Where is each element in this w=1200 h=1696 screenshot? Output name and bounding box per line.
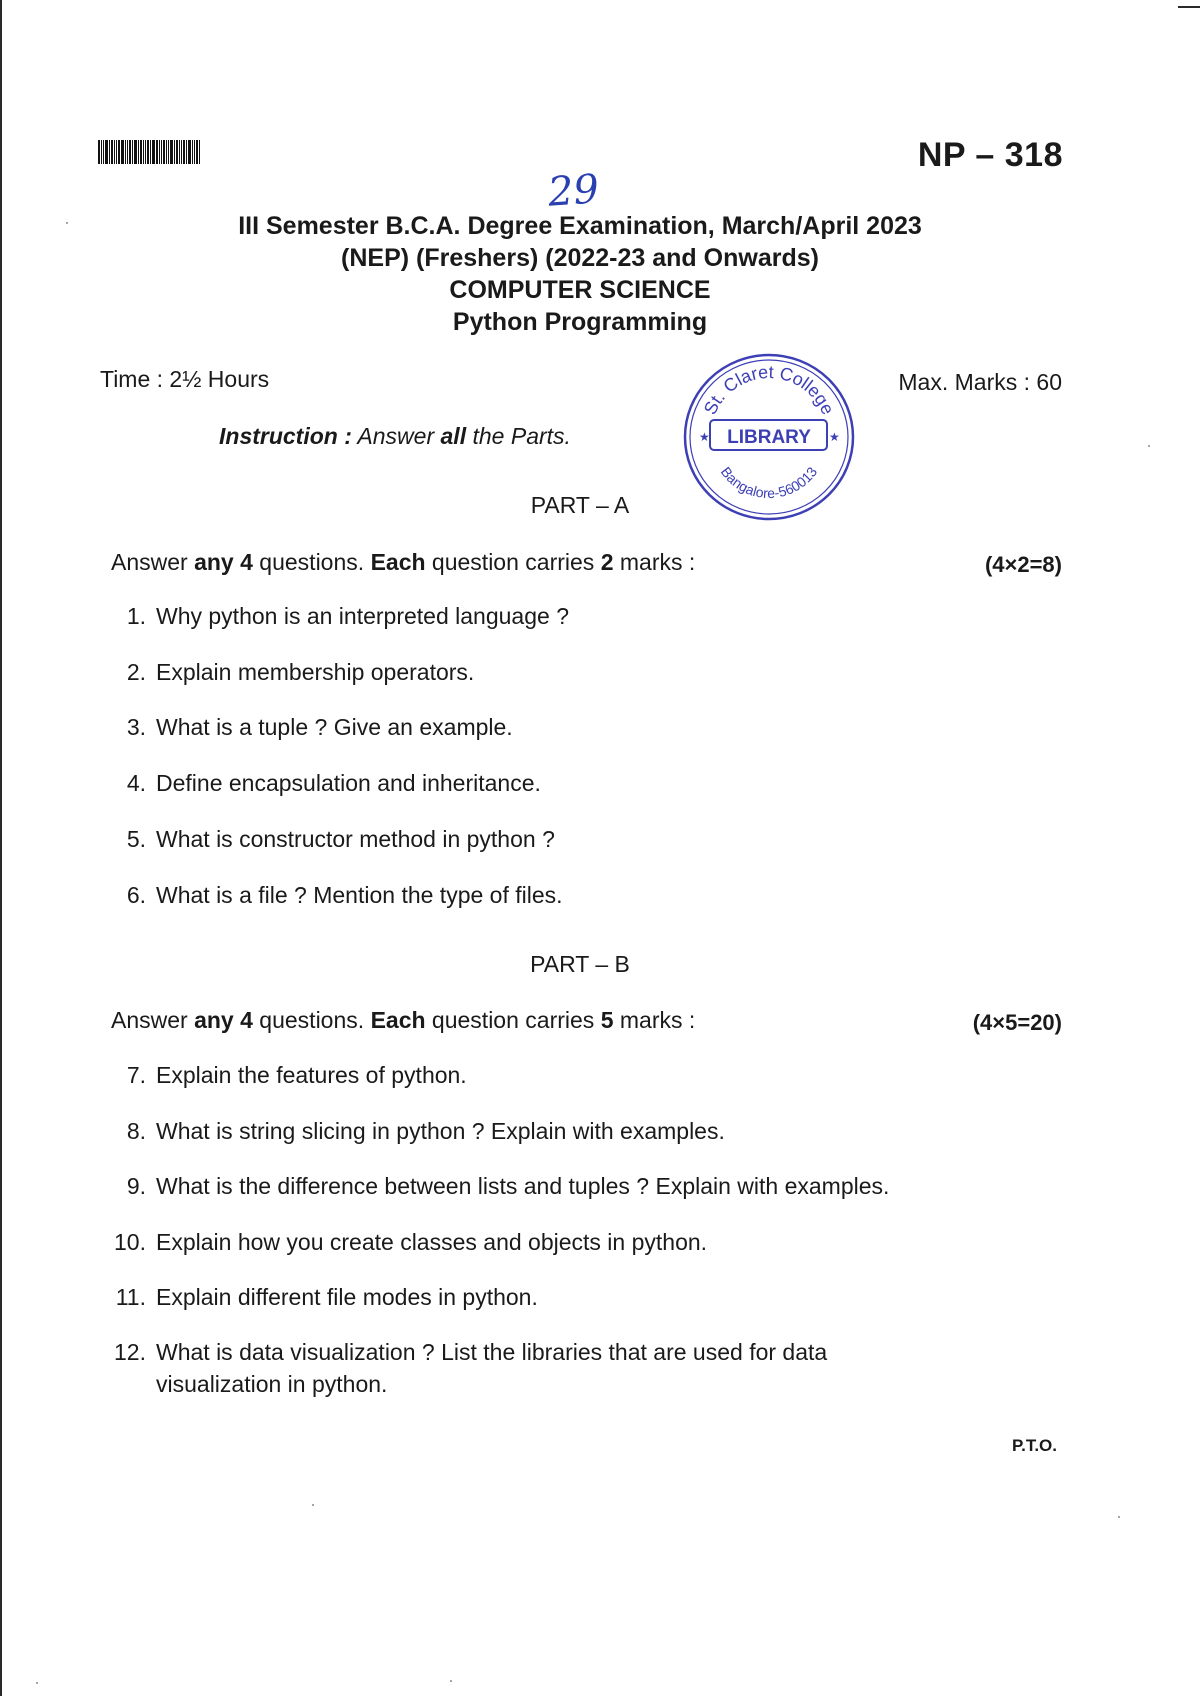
question-text: What is data visualization ? List the libraries that are used for data visualization in python. [156, 1339, 828, 1397]
instruction-text-bold: all [440, 423, 467, 449]
question-number: 4. [126, 770, 146, 796]
question-number: 3. [126, 714, 146, 740]
question-7 [96, 1059, 996, 1091]
part-a-heading: PART – A [530, 492, 630, 518]
part-b-instr-text-6: 5 [600, 1007, 614, 1033]
question-2 [96, 656, 996, 688]
page-turn-note: P.T.O. [1011, 1436, 1057, 1455]
barcode [98, 140, 201, 164]
question-3 [96, 711, 996, 743]
question-6 [96, 879, 996, 911]
scan-speck [450, 1680, 452, 1682]
question-10 [96, 1226, 996, 1258]
part-a-instr-text-2: any 4 [194, 549, 253, 575]
question-4 [96, 767, 996, 799]
part-b-heading: PART – B [530, 951, 630, 977]
title-line-1: III Semester B.C.A. Degree Examination, March/April 2023 [238, 212, 922, 240]
question-text: What is a file ? Mention the type of files. [156, 882, 563, 908]
question-number: 6. [126, 882, 146, 908]
part-a-instr-text-5: question carries [425, 549, 601, 575]
instruction [219, 423, 571, 450]
question-1 [96, 600, 996, 632]
question-9 [96, 1170, 996, 1202]
question-text: What is the difference between lists and tuples ? Explain with examples. [156, 1173, 890, 1199]
exam-title [0, 210, 1160, 338]
part-a-instructions [111, 549, 695, 576]
instruction-text-2: the Parts. [466, 423, 571, 449]
part-b-instr-text-4: Each [370, 1007, 426, 1033]
exam-duration: Time : 2½ Hours [100, 366, 270, 392]
max-marks: Max. Marks : 60 [898, 369, 1062, 395]
question-text: What is constructor method in python ? [156, 826, 555, 852]
part-b-instr-text-2: any 4 [194, 1007, 253, 1033]
question-number: 7. [126, 1062, 146, 1088]
part-b-instructions [111, 1007, 695, 1034]
part-b-marks: (4×5=20) [972, 1010, 1062, 1035]
question-number: 2. [126, 659, 146, 685]
part-b-instr-text-1: Answer [111, 1007, 195, 1033]
handwritten-note: 29 [546, 166, 601, 216]
seal-bottom-text: Bangalore-560013 [717, 463, 821, 502]
question-number: 11. [115, 1284, 146, 1310]
title-line-3: COMPUTER SCIENCE [449, 276, 711, 304]
scan-speck [1118, 1516, 1120, 1518]
question-text: Explain the features of python. [156, 1062, 467, 1088]
seal-star-right-icon: ★ [829, 430, 840, 444]
question-number: 8. [126, 1118, 146, 1144]
part-b-instr-text-3: questions. [252, 1007, 371, 1033]
seal-star-left-icon: ★ [699, 430, 710, 444]
question-text: Define encapsulation and inheritance. [156, 770, 541, 796]
question-8 [96, 1115, 996, 1147]
scan-speck [1148, 445, 1150, 447]
paper-code: NP – 318 [917, 136, 1063, 174]
page-border-mark [1178, 6, 1200, 8]
part-a-marks: (4×2=8) [984, 552, 1062, 577]
title-line-2: (NEP) (Freshers) (2022-23 and Onwards) [341, 244, 819, 272]
instruction-text-1: Answer [351, 423, 441, 449]
question-text: What is string slicing in python ? Explain with examples. [156, 1118, 725, 1144]
question-number: 1. [126, 603, 146, 629]
question-number: 12. [114, 1339, 146, 1365]
part-a-instr-text-6: 2 [600, 549, 614, 575]
scan-speck [66, 222, 68, 224]
scan-speck [312, 1504, 314, 1506]
question-number: 10. [114, 1229, 146, 1255]
part-b-instr-text-7: marks : [613, 1007, 696, 1033]
question-number: 9. [126, 1173, 146, 1199]
question-text: Explain membership operators. [156, 659, 475, 685]
part-a-instr-text-7: marks : [613, 549, 696, 575]
question-text: Why python is an interpreted language ? [156, 603, 569, 629]
question-text: Explain how you create classes and objects in python. [156, 1229, 708, 1255]
title-line-4: Python Programming [452, 308, 708, 336]
question-text: What is a tuple ? Give an example. [156, 714, 513, 740]
question-12 [96, 1336, 916, 1400]
seal-top-text: St. Claret College [699, 361, 839, 418]
question-text: Explain different file modes in python. [156, 1284, 538, 1310]
seal-center-text: LIBRARY [727, 427, 811, 448]
part-a-instr-text-3: questions. [252, 549, 371, 575]
part-a-instr-text-4: Each [370, 549, 426, 575]
scan-speck [36, 1682, 38, 1684]
part-a-instr-text-1: Answer [111, 549, 195, 575]
part-b-instr-text-5: question carries [425, 1007, 601, 1033]
question-5 [96, 823, 996, 855]
instruction-label: Instruction : [219, 423, 352, 449]
question-number: 5. [126, 826, 146, 852]
question-11 [96, 1281, 996, 1313]
